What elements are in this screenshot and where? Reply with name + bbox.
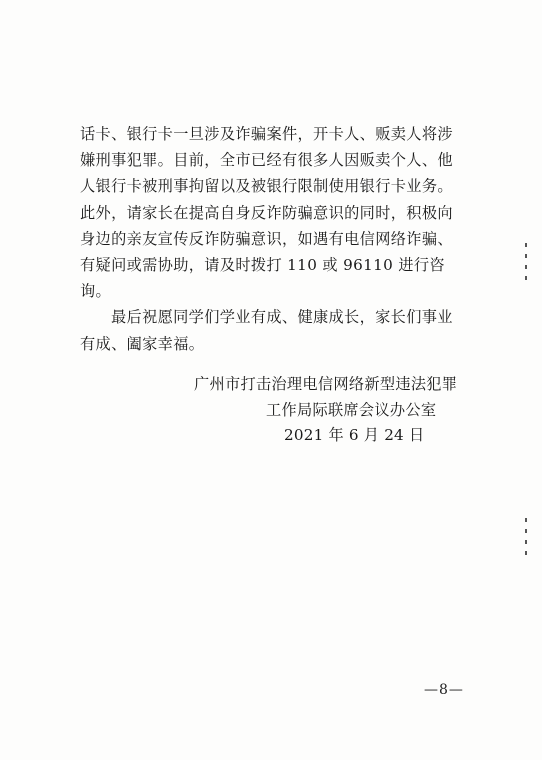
binding-mark — [525, 243, 527, 247]
binding-mark — [525, 254, 527, 258]
page-number: —8— — [424, 682, 464, 698]
binding-mark — [525, 518, 527, 522]
closing-paragraph: 最后祝愿同学们学业有成、健康成长，家长们事业有成、阖家幸福。 — [80, 308, 453, 353]
issuer-line-1: 广州市打击治理电信网络新型违法犯罪 — [194, 375, 458, 393]
signature-block — [194, 372, 458, 449]
binding-marks-bottom — [525, 518, 528, 562]
issuer-line-2: 工作局际联席会议办公室 — [266, 400, 437, 419]
binding-mark — [525, 529, 527, 533]
body-text — [80, 121, 460, 357]
binding-mark — [525, 276, 527, 280]
issue-date: 2021 年 6 月 24 日 — [284, 426, 425, 444]
binding-mark — [525, 551, 527, 555]
binding-marks-top — [525, 243, 528, 287]
paragraph-continuation: 话卡、银行卡一旦涉及诈骗案件，开卡人、贩卖人将涉嫌刑事犯罪。目前，全市已经有很多人因贩卖个人、他人银行卡被刑事拘留以及被银行限制使用银行卡业务。此外，请家长在提高自身反诈防骗意识的同时，积极向身边的亲友宣传反诈防骗意识，如遇有电信网络诈骗、有疑问或需协助，请及时拨打 110 或 96110 进行咨询。 — [80, 125, 453, 301]
binding-mark — [525, 265, 527, 269]
binding-mark — [525, 540, 527, 544]
